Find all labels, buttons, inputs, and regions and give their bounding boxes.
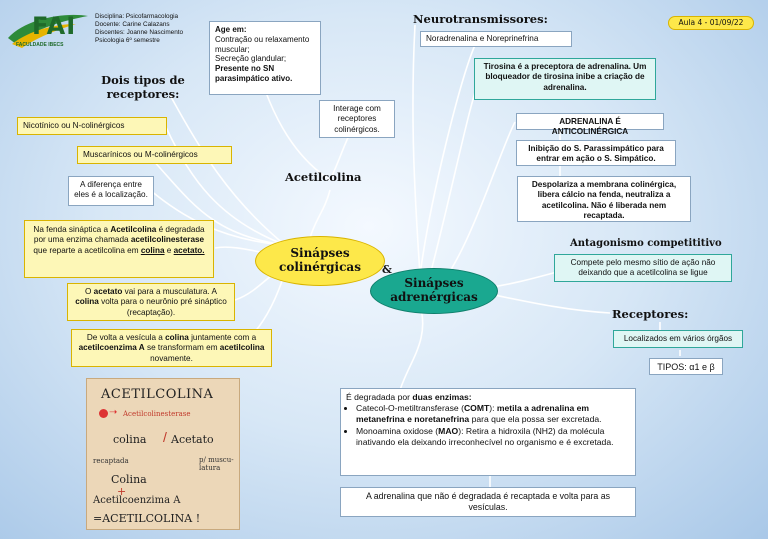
acetylcholine-label: Acetilcolina [285,170,362,184]
mao-item: • Monoamina oxidose (MAO): Retira a hidroxila (NH2) da molécula inativando ela deixando irreconhecível no organismo e é excretada. [356,426,630,448]
receptor-types-heading: Dois tipos de receptores: [101,73,185,102]
handwritten-notes-image [86,378,240,530]
hw-acetato: Acetato [171,433,214,446]
comt-item: • Catecol-O-metiltransferase (COMT): metila a adrenalina em metanefrina e noretanefrina para que ela possa ser excretada. [356,403,630,425]
vesicle-box: De volta a vesícula a colina juntamente com a acetilcoenzima A se transformam em acetilcolina novamente. [71,329,272,367]
receptors-box: Localizados em vários órgãos [613,330,743,348]
depolarize-box: Despolariza a membrana colinérgica, libera cálcio na fenda, neutraliza a acetilcolina. Não é liberada nem recaptada. [517,176,691,222]
receptors-heading: Receptores: [612,307,689,321]
muscarinic-box: Muscarínicos ou M-colinérgicos [77,146,232,164]
logo-subtext: FACULDADE IBECS [16,42,64,48]
hw-plus: + [117,485,127,498]
date-badge: Aula 4 - 01/09/22 [668,16,754,30]
ampersand: & [382,263,392,276]
hw-colina2: Colina [111,473,147,486]
course-info-line: Disciplina: Psicofarmacologia [95,13,179,20]
course-info [95,13,183,45]
degradation-box: É degradada por duas enzimas: • Catecol-O-metiltransferase (COMT): metila a adrenalina em metanefrina e noretanefrina para que ela possa ser excretada. • Monoamina oxidose (MAO): Retira a hidroxila (NH2) da molécula inativando ela deixando irreconhecível no organismo e é excretada. [340,388,636,476]
recaptured-box: A adrenalina que não é degradada é recaptada e volta para as vesículas. [340,487,636,517]
anticholinergic-box: ADRENALINA É ANTICOLINÉRGICA [516,113,664,130]
hw-colina: colina [113,433,147,446]
synaptic-cleft-box: Na fenda sináptica a Acetilcolina é degradada por uma enzima chamada acetilcolinesterase que reparte a acetilcolina em colina e acetato. [24,220,214,278]
hw-enzyme-dot-icon [99,409,108,418]
hw-enzyme: Acetilcolinesterase [123,410,191,418]
course-info-line: Docente: Carine Calazans [95,21,170,28]
course-info-line: Discentes: Joanne Nascimento [95,29,184,36]
receptor-types-box: TIPOS: α1 e β [649,358,723,375]
difference-box: A diferença entre eles é a localização. [68,176,154,206]
tyrosine-box: Tirosina é a preceptora de adrenalina. Um bloqueador de tirosina inibe a criação de adrenalina. [474,58,656,100]
adrenergic-synapses-node: Sinápses adrenérgicas [370,268,498,314]
logo-text: FAI [32,12,77,40]
cholinergic-synapses-node: Sinápses colinérgicas [255,236,385,286]
nicotinic-box: Nicotínico ou N-colinérgicos [17,117,167,135]
noradrenaline-box: Noradrenalina e Noreprinefrina [420,31,572,47]
course-info-line: Psicologia 6º semestre [95,37,160,44]
antagonism-box: Compete pelo mesmo sítio de ação não deixando que a acetilcolina se ligue [554,254,732,282]
hw-musculatura: p/ muscu- latura [199,456,234,472]
neurotransmitters-heading: Neurotransmissores: [413,12,548,26]
logo [6,10,90,50]
interacts-box: Interage com receptores colinérgicos. [319,100,395,138]
hw-title: ACETILCOLINA [101,387,214,402]
antagonism-heading: Antagonismo competititivo [570,238,722,249]
hw-arrow-icon: ➝ [109,407,118,418]
hw-coenzyme: Acetilcoenzima A [93,495,181,506]
hw-recaptada: recaptada [93,457,129,465]
inhibition-box: Inibição do S. Parassimpático para entrar em ação o S. Simpático. [516,140,676,166]
hw-slash-icon: / [163,429,167,445]
acts-on-box: Age em: Contração ou relaxamento muscular; Secreção glandular; Presente no SN parasimpático ativo. [209,21,321,95]
acetate-box: O acetato vai para a musculatura. A colina volta para o neurônio pré sináptico (recaptação). [67,283,235,321]
hw-result: =ACETILCOLINA ! [93,512,201,525]
